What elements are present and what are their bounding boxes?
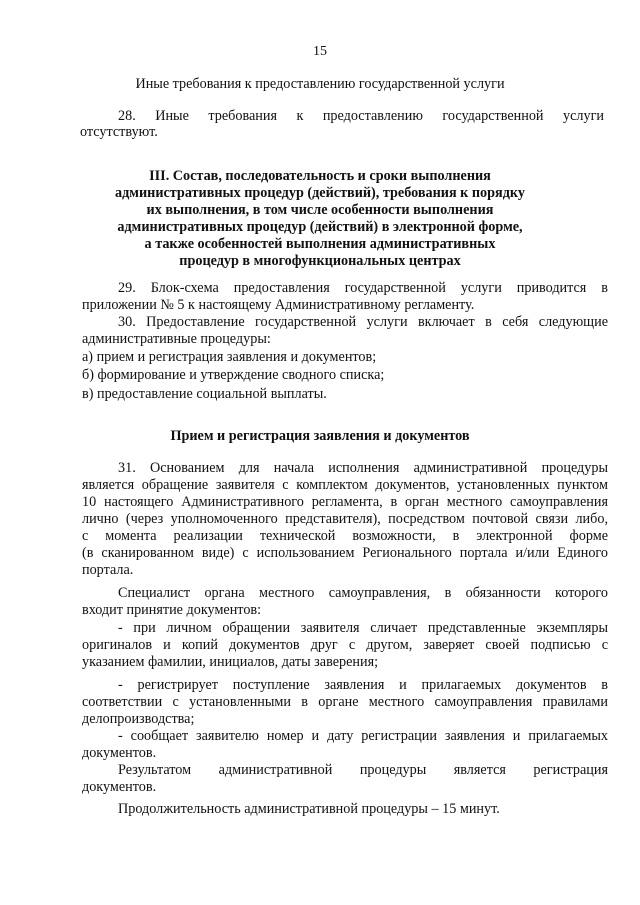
- chapter-3-title-line-5: а также особенностей выполнения административных: [144, 236, 496, 252]
- result-line-1: Результатом административной процедуры является регистрация: [118, 762, 608, 778]
- paragraph-31-line-7: портала.: [82, 562, 134, 578]
- paragraph-31-line-1: 31. Основанием для начала исполнения административной процедуры: [118, 460, 608, 476]
- chapter-3-title-line-6: процедур в многофункциональных центрах: [179, 253, 461, 269]
- page-number: 15: [313, 44, 327, 59]
- paragraph-30-line-1: 30. Предоставление государственной услуги включает в себя следующие: [118, 314, 608, 330]
- paragraph-31-line-4: лично (через уполномоченного представителя), посредством почтовой связи либо,: [82, 511, 608, 527]
- procedure-item-c: в) предоставление социальной выплаты.: [82, 386, 327, 402]
- paragraph-28-line-2: отсутствуют.: [80, 124, 158, 140]
- paragraph-30-line-2: административные процедуры:: [82, 331, 271, 347]
- specialist-duty-1-line-3: указанием фамилии, инициалов, даты заверения;: [82, 654, 379, 670]
- specialist-duty-2-line-1: - регистрирует поступление заявления и прилагаемых документов в: [118, 677, 608, 693]
- specialist-line-2: входит принятие документов:: [82, 602, 262, 618]
- procedure-item-b: б) формирование и утверждение сводного списка;: [82, 367, 385, 383]
- specialist-duty-2-line-3: делопроизводства;: [82, 711, 195, 727]
- result-line-2: документов.: [82, 779, 157, 795]
- specialist-duty-3-line-2: документов.: [82, 745, 157, 761]
- paragraph-29-line-2: приложении № 5 к настоящему Административному регламенту.: [82, 297, 475, 313]
- duration-line: Продолжительность административной процедуры – 15 минут.: [118, 801, 500, 817]
- specialist-duty-2-line-2: соответствии с установленными в органе местного самоуправления правилами: [82, 694, 608, 710]
- specialist-duty-1-line-2: оригиналов и копий документов друг с другом, заверяет своей подписью с: [82, 637, 608, 653]
- paragraph-31-line-5: с момента реализации технической возможности, в электронной форме: [82, 528, 608, 544]
- paragraph-31-line-6: (в сканированном виде) с использованием Регионального портала и/или Единого: [82, 545, 608, 561]
- paragraph-31-line-3: 10 настоящего Административного регламента, в орган местного самоуправления: [82, 494, 608, 510]
- chapter-3-title-line-1: III. Состав, последовательность и сроки выполнения: [149, 168, 491, 184]
- chapter-3-title-line-2: административных процедур (действий), требования к порядку: [115, 185, 525, 201]
- section-heading-other-requirements: Иные требования к предоставлению государственной услуги: [135, 76, 505, 92]
- paragraph-31-line-2: является обращение заявителя с комплектом документов, установленных пунктом: [82, 477, 608, 493]
- specialist-line-1: Специалист органа местного самоуправления, в обязанности которого: [118, 585, 608, 601]
- paragraph-28-line-1: 28. Иные требования к предоставлению государственной услуги: [118, 108, 604, 124]
- chapter-3-title-line-4: административных процедур (действий) в электронной форме,: [117, 219, 523, 235]
- paragraph-29-line-1: 29. Блок-схема предоставления государственной услуги приводится в: [118, 280, 608, 296]
- specialist-duty-1-line-1: - при личном обращении заявителя сличает представленные экземпляры: [118, 620, 608, 636]
- subheading-reception-registration: Прием и регистрация заявления и документов: [170, 428, 470, 444]
- chapter-3-title-line-3: их выполнения, в том числе особенности выполнения: [146, 202, 494, 218]
- specialist-duty-3-line-1: - сообщает заявителю номер и дату регистрации заявления и прилагаемых: [118, 728, 608, 744]
- procedure-item-a: а) прием и регистрация заявления и документов;: [82, 349, 377, 365]
